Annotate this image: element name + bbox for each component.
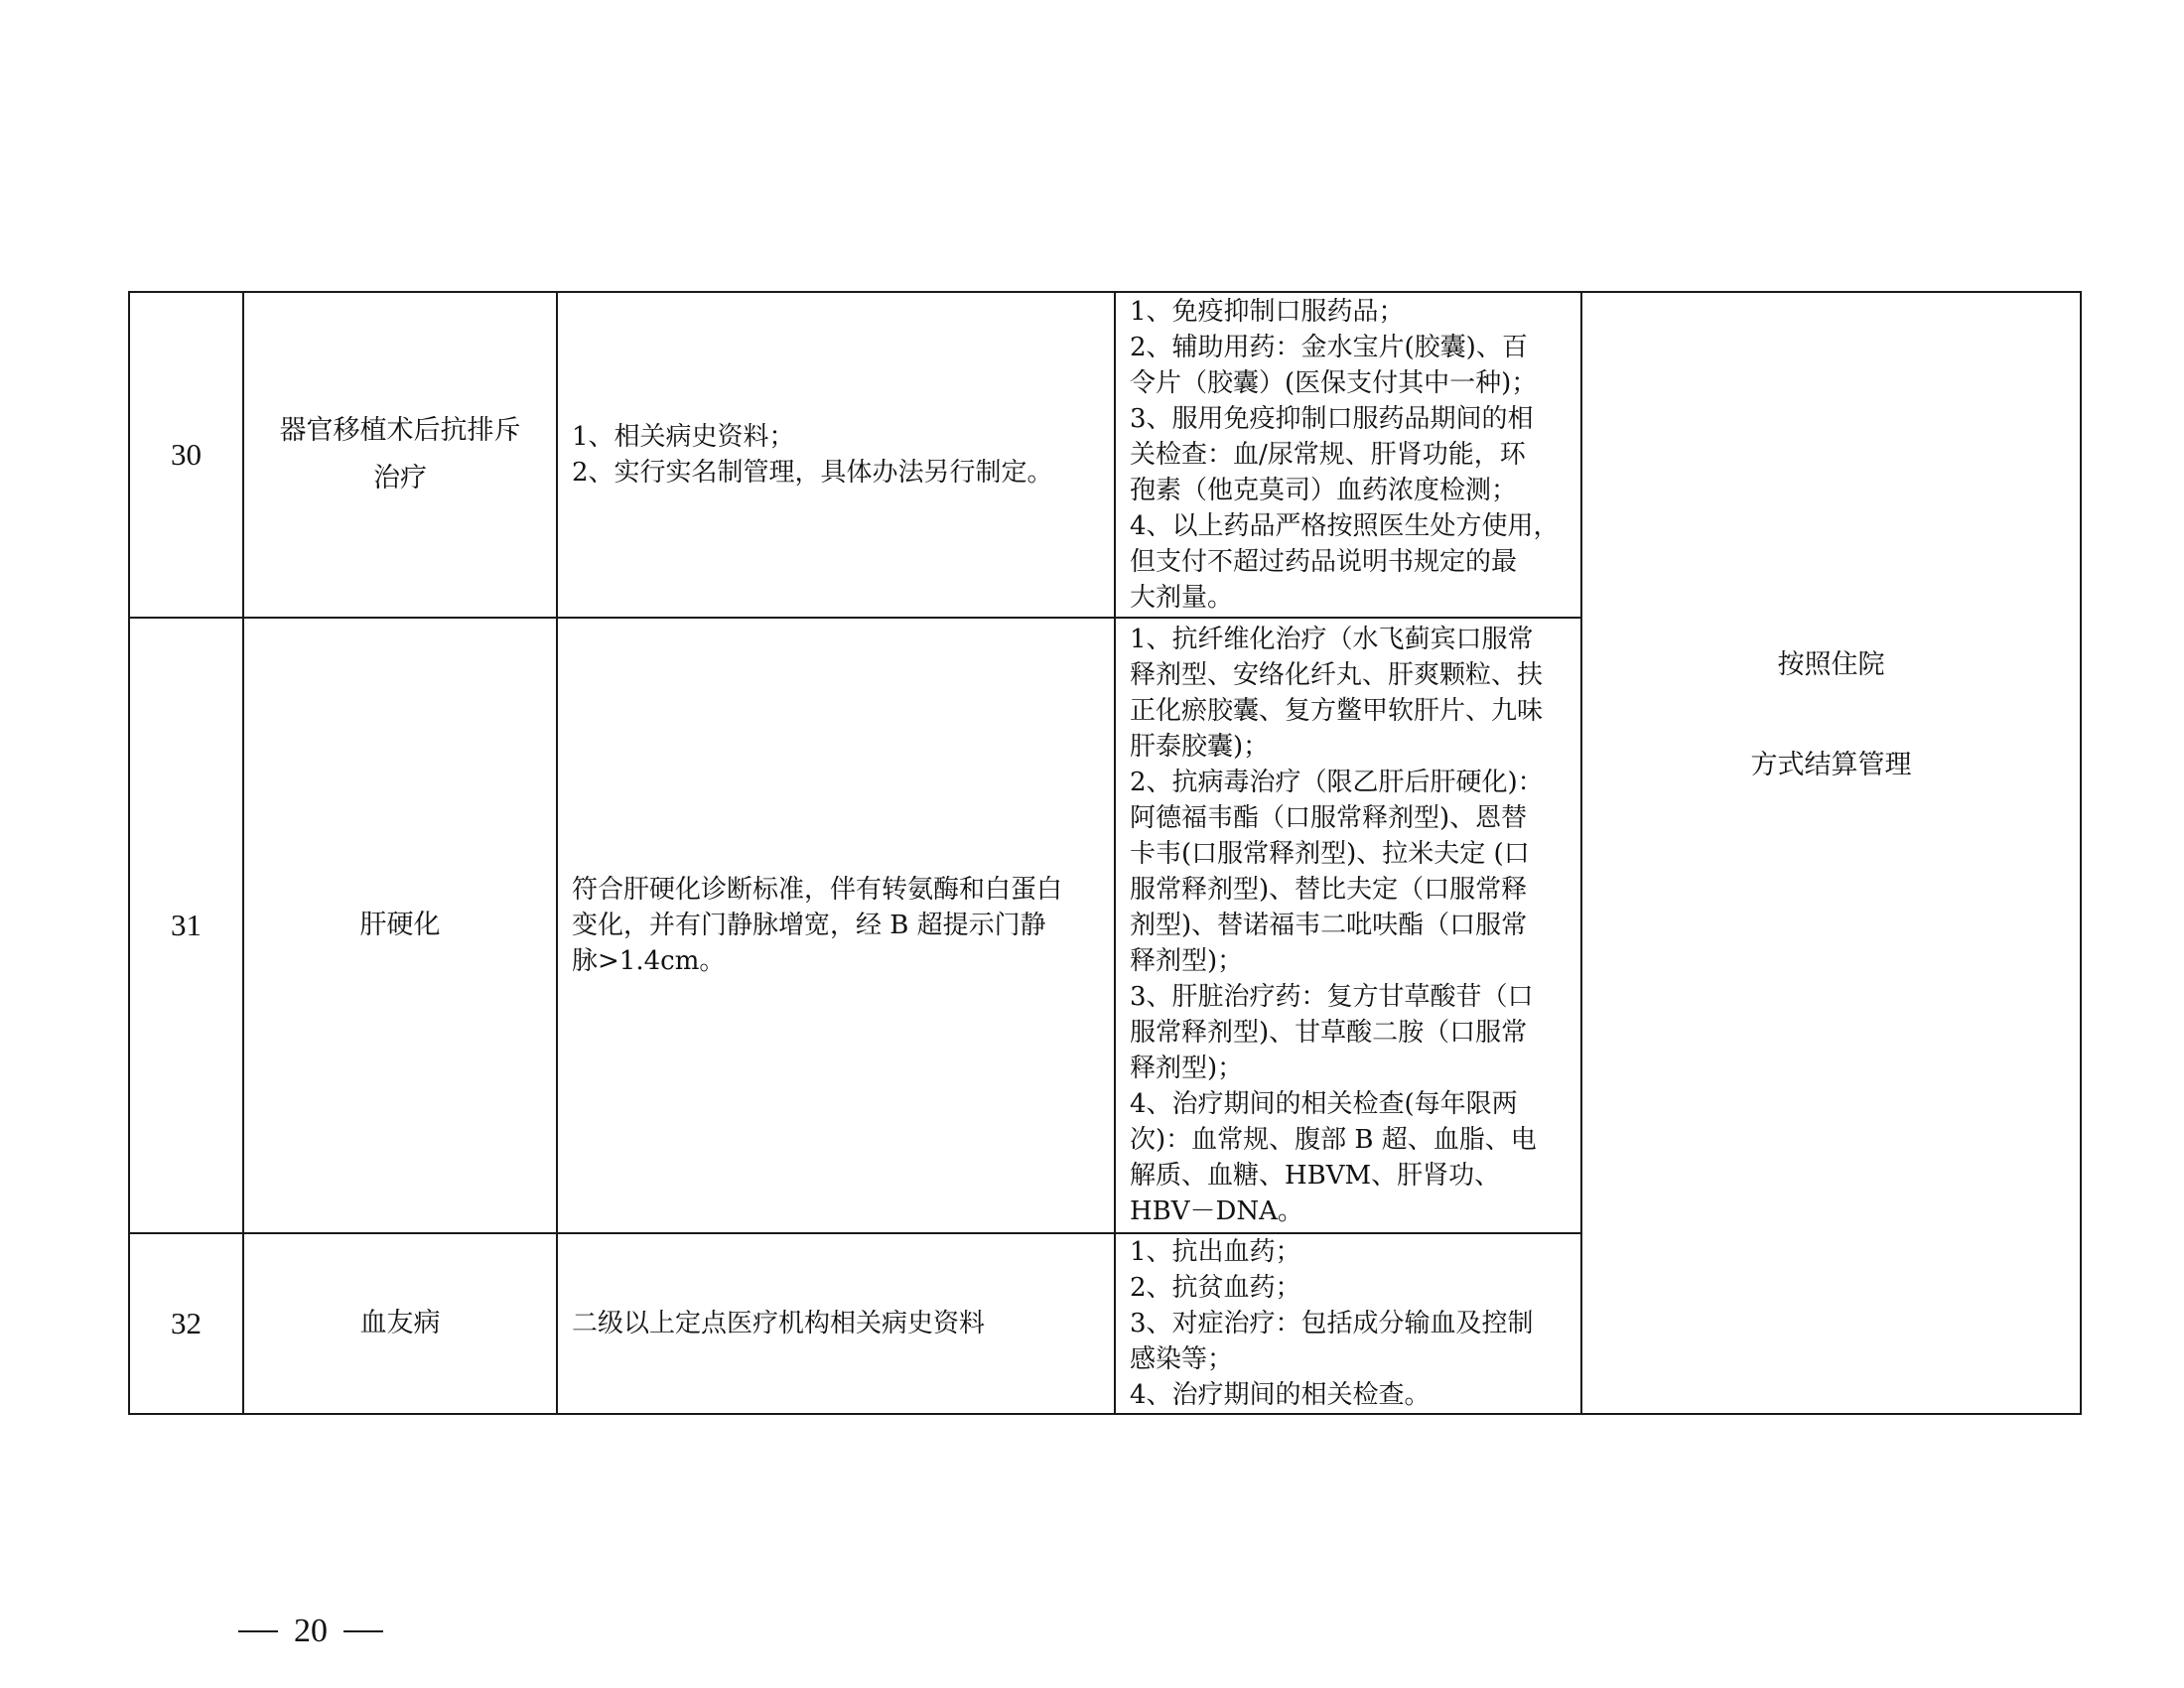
scope-line: 2、辅助用药：金水宝片(胶囊)、百 xyxy=(1130,333,1528,362)
scope-line: 2、抗病毒治疗（限乙肝后肝硬化)： xyxy=(1130,768,1544,797)
page-number: 20 xyxy=(294,1613,328,1649)
page-footer xyxy=(238,1613,383,1650)
scope-line: 释剂型)； xyxy=(1130,1054,1244,1083)
scope-line: 释剂型、安络化纤丸、肝爽颗粒、扶 xyxy=(1130,660,1544,690)
scope-line: 感染等； xyxy=(1130,1344,1234,1374)
scope-line: 大剂量。 xyxy=(1130,583,1234,613)
settlement-line: 按照住院 xyxy=(1777,649,1885,680)
page-dash-right xyxy=(343,1630,383,1632)
scope-cell xyxy=(1115,618,1581,1233)
row-number: 31 xyxy=(129,618,243,1233)
scope-line: 剂型)、替诺福韦二吡呋酯（口服常 xyxy=(1130,911,1528,940)
settlement-management-cell xyxy=(1581,292,2081,1414)
scope-line: 2、抗贫血药； xyxy=(1130,1273,1301,1303)
scope-line: 释剂型)； xyxy=(1130,946,1244,976)
table-row xyxy=(129,292,2081,618)
criteria-cell xyxy=(557,292,1115,618)
scope-line: 正化瘀胶囊、复方鳖甲软肝片、九味 xyxy=(1130,696,1544,726)
scope-line: 4、治疗期间的相关检查(每年限两 xyxy=(1130,1089,1518,1119)
scope-line: 服常释剂型)、替比夫定（口服常释 xyxy=(1130,875,1528,905)
scope-line: 但支付不超过药品说明书规定的最 xyxy=(1130,547,1518,577)
criteria-line: 1、相关病史资料； xyxy=(572,422,795,452)
scope-cell xyxy=(1115,292,1581,618)
scope-line: 次)：血常规、腹部 B 超、血脂、电 xyxy=(1130,1125,1537,1155)
criteria-line: 脉>1.4cm。 xyxy=(572,946,726,976)
scope-line: 1、抗纤维化治疗（水飞蓟宾口服常 xyxy=(1130,625,1534,654)
settlement-line: 方式结算管理 xyxy=(1750,750,1912,780)
scope-line: 4、以上药品严格按照医生处方使用， xyxy=(1130,511,1560,541)
scope-line: 3、肝脏治疗药：复方甘草酸苷（口 xyxy=(1130,982,1534,1012)
page-dash-left xyxy=(238,1630,278,1632)
criteria-line: 符合肝硬化诊断标准，伴有转氨酶和白蛋白 xyxy=(572,875,1063,905)
scope-line: 关检查：血/尿常规、肝肾功能，环 xyxy=(1130,440,1526,470)
scope-line: 肝泰胶囊)； xyxy=(1130,732,1270,762)
scope-cell xyxy=(1115,1233,1581,1414)
disease-name-line: 器官移植术后抗排斥 xyxy=(279,415,521,446)
policy-table xyxy=(128,291,2082,1415)
disease-name-line: 治疗 xyxy=(373,463,427,493)
scope-line: 3、对症治疗：包括成分输血及控制 xyxy=(1130,1309,1534,1338)
scope-line: 令片（胶囊）(医保支付其中一种)； xyxy=(1130,368,1538,398)
criteria-line: 二级以上定点医疗机构相关病史资料 xyxy=(572,1309,986,1338)
row-number: 32 xyxy=(129,1233,243,1414)
criteria-cell xyxy=(557,618,1115,1233)
disease-name xyxy=(243,1233,557,1414)
scope-line: 3、服用免疫抑制口服药品期间的相 xyxy=(1130,404,1534,434)
scope-line: 1、免疫抑制口服药品； xyxy=(1130,297,1405,327)
scope-line: 解质、血糖、HBVM、肝肾功、 xyxy=(1130,1161,1501,1191)
criteria-line: 2、实行实名制管理，具体办法另行制定。 xyxy=(572,458,1053,488)
scope-line: 阿德福韦酯（口服常释剂型)、恩替 xyxy=(1130,803,1528,833)
criteria-cell xyxy=(557,1233,1115,1414)
disease-name-line: 肝硬化 xyxy=(359,910,441,940)
scope-line: 1、抗出血药； xyxy=(1130,1237,1301,1267)
scope-line: HBV－DNA。 xyxy=(1130,1196,1303,1226)
scope-line: 孢素（他克莫司）血药浓度检测； xyxy=(1130,476,1518,505)
scope-line: 服常释剂型)、甘草酸二胺（口服常 xyxy=(1130,1018,1528,1048)
disease-name-line: 血友病 xyxy=(359,1308,441,1338)
disease-name xyxy=(243,292,557,618)
scope-line: 卡韦(口服常释剂型)、拉米夫定 (口 xyxy=(1130,839,1530,869)
disease-name xyxy=(243,618,557,1233)
scope-line: 4、治疗期间的相关检查。 xyxy=(1130,1380,1431,1410)
row-number: 30 xyxy=(129,292,243,618)
criteria-line: 变化，并有门静脉增宽，经 B 超提示门静 xyxy=(572,911,1046,940)
